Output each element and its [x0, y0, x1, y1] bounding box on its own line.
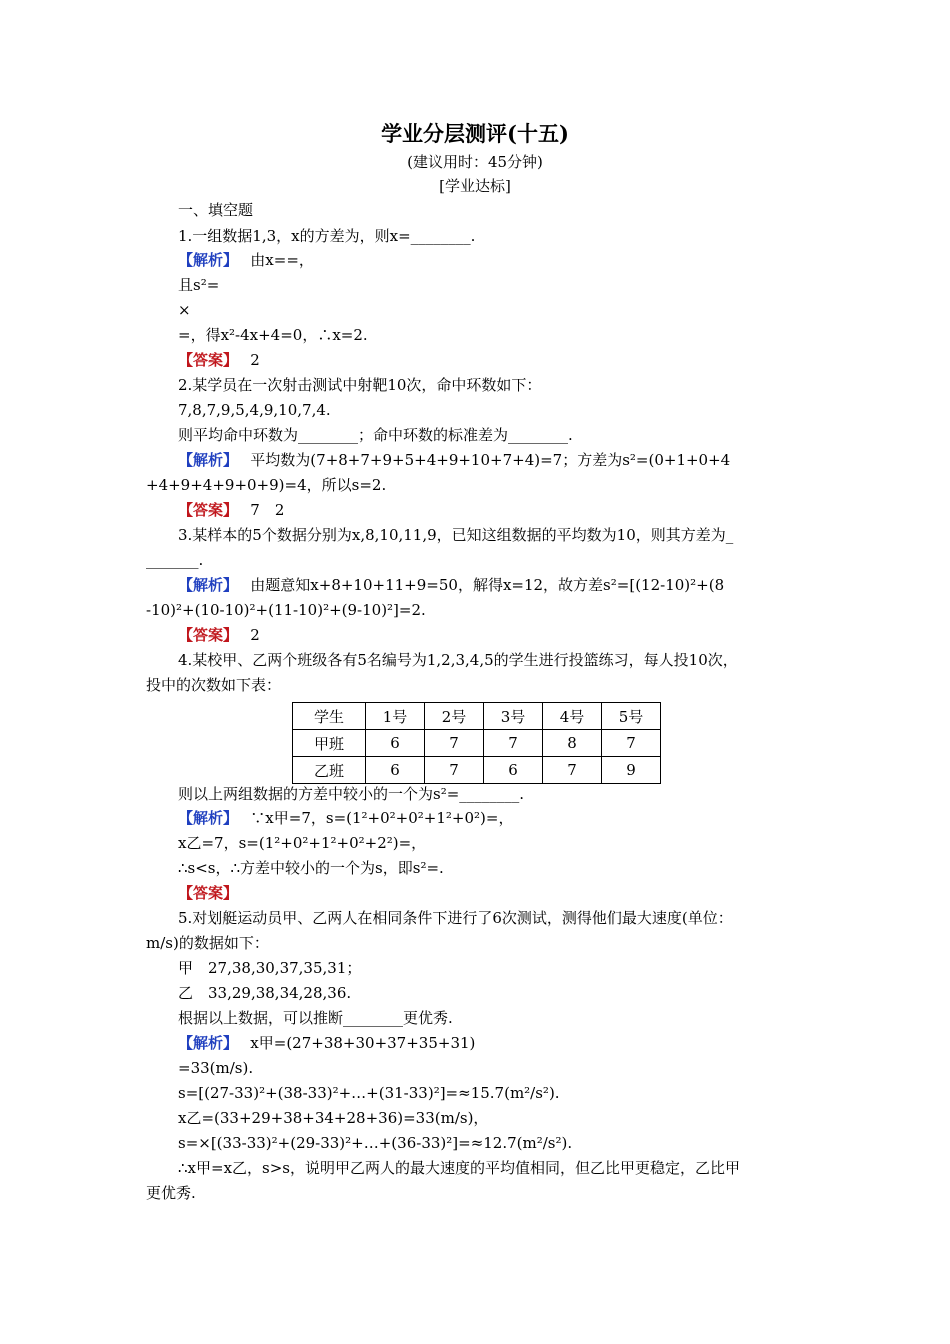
q1-line3: × — [178, 301, 191, 319]
analysis-tag: 【解析】 — [178, 809, 231, 827]
q1-answer-text: 2 — [250, 351, 260, 369]
q5-question-cont: m/s)的数据如下： — [146, 934, 269, 952]
table-cell: 8 — [543, 730, 602, 757]
q2-ask: 则平均命中环数为________；命中环数的标准差为________. — [178, 426, 573, 444]
table-cell: 7 — [543, 757, 602, 784]
q1-line2: 且s²= — [178, 276, 220, 294]
q3-analysis-cont: -10)²+(10-10)²+(11-10)²+(9-10)²]=2. — [146, 601, 426, 619]
q4-line3: ∴s<s，∴方差中较小的一个为s，即s²=. — [178, 859, 444, 877]
q2-analysis — [178, 450, 730, 470]
q5-line2: =33(m/s). — [178, 1059, 254, 1077]
q5-analysis — [178, 1033, 475, 1053]
table-cell: 9 — [602, 757, 661, 784]
q5-jia-data: 甲 27,38,30,37,35,31； — [178, 959, 362, 977]
answer-tag: 【答案】 — [178, 351, 231, 369]
table-cell: 7 — [484, 730, 543, 757]
q2-analysis-cont: +4+9+4+9+0+9)=4，所以s=2. — [146, 476, 387, 494]
q1-analysis — [178, 250, 314, 270]
q5-line7: 更优秀. — [146, 1184, 196, 1202]
table-row — [293, 757, 661, 784]
table-cell: 甲班 — [293, 730, 366, 757]
table-cell: 6 — [484, 757, 543, 784]
q5-line5: s=×[(33-33)²+(29-33)²+…+(36-33)²]=≈12.7(m²/s²). — [178, 1134, 573, 1152]
q4-ask: 则以上两组数据的方差中较小的一个为s²=________. — [178, 785, 525, 803]
q3-question-cont: _______. — [146, 551, 204, 569]
answer-tag: 【答案】 — [178, 884, 239, 902]
score-table — [292, 702, 661, 784]
analysis-tag: 【解析】 — [178, 1034, 231, 1052]
part-heading: 一、填空题 — [178, 201, 254, 219]
q3-answer-text: 2 — [250, 626, 260, 644]
table-cell: 7 — [602, 730, 661, 757]
q5-ask: 根据以上数据，可以推断________更优秀. — [178, 1009, 453, 1027]
q2-data: 7,8,7,9,5,4,9,10,7,4. — [178, 401, 331, 419]
q3-analysis — [178, 575, 724, 595]
table-cell: 7 — [425, 757, 484, 784]
analysis-tag: 【解析】 — [178, 251, 231, 269]
analysis-tag: 【解析】 — [178, 576, 231, 594]
q1-question: 1.一组数据1,3，x的方差为，则x=________. — [178, 227, 476, 245]
table-cell: 7 — [425, 730, 484, 757]
q5-yi-data: 乙 33,29,38,34,28,36. — [178, 984, 352, 1002]
q1-analysis-text: 由x==， — [250, 251, 314, 269]
q5-line3: s=[(27-33)²+(38-33)²+…+(31-33)²]=≈15.7(m²/s²). — [178, 1084, 560, 1102]
table-cell: 4号 — [543, 703, 602, 730]
table-header-row — [293, 703, 661, 730]
q4-answer — [178, 883, 238, 903]
q5-line6: ∴x甲=x乙，s>s，说明甲乙两人的最大速度的平均值相同，但乙比甲更稳定，乙比甲 — [178, 1159, 740, 1177]
analysis-tag: 【解析】 — [178, 451, 231, 469]
q4-analysis — [178, 808, 513, 828]
q2-analysis-text: 平均数为(7+8+7+9+5+4+9+10+7+4)=7；方差为s²=(0+1+0+4 — [250, 451, 731, 469]
table-cell: 3号 — [484, 703, 543, 730]
table-cell: 学生 — [293, 703, 366, 730]
q4-question: 4.某校甲、乙两个班级各有5名编号为1,2,3,4,5的学生进行投篮练习，每人投10次， — [178, 651, 738, 669]
answer-tag: 【答案】 — [178, 626, 231, 644]
q5-line4: x乙=(33+29+38+34+28+36)=33(m/s)， — [178, 1109, 489, 1127]
table-cell: 2号 — [425, 703, 484, 730]
q4-line2: x乙=7，s=(1²+0²+1²+0²+2²)=， — [178, 834, 427, 852]
q5-analysis-text: x甲=(27+38+30+37+35+31) — [250, 1034, 476, 1052]
table-row — [293, 730, 661, 757]
q1-line4: =，得x²-4x+4=0，∴x=2. — [178, 326, 368, 344]
table-cell: 6 — [366, 730, 425, 757]
time-note: (建议用时：45分钟) — [407, 153, 543, 171]
q5-question: 5.对划艇运动员甲、乙两人在相同条件下进行了6次测试，测得他们最大速度(单位： — [178, 909, 733, 927]
table-cell: 1号 — [366, 703, 425, 730]
q4-analysis-text: ∵x甲=7，s=(1²+0²+0²+1²+0²)=， — [250, 809, 514, 827]
q3-question: 3.某样本的5个数据分别为x,8,10,11,9，已知这组数据的平均数为10，则其方差为_ — [178, 526, 734, 544]
q3-answer — [178, 625, 260, 645]
table-cell: 6 — [366, 757, 425, 784]
q1-answer — [178, 350, 260, 370]
table-cell: 5号 — [602, 703, 661, 730]
q3-analysis-text: 由题意知x+8+10+11+9=50，解得x=12，故方差s²=[(12-10)²+(8 — [250, 576, 725, 594]
q2-answer-text: 7 2 — [250, 501, 285, 519]
answer-tag: 【答案】 — [178, 501, 231, 519]
page-title: 学业分层测评(十五) — [381, 121, 569, 146]
q2-question: 2.某学员在一次射击测试中射靶10次，命中环数如下： — [178, 376, 542, 394]
section-tag: [学业达标] — [439, 177, 511, 195]
q4-question-cont: 投中的次数如下表： — [146, 676, 282, 694]
table-cell: 乙班 — [293, 757, 366, 784]
q2-answer — [178, 500, 284, 520]
